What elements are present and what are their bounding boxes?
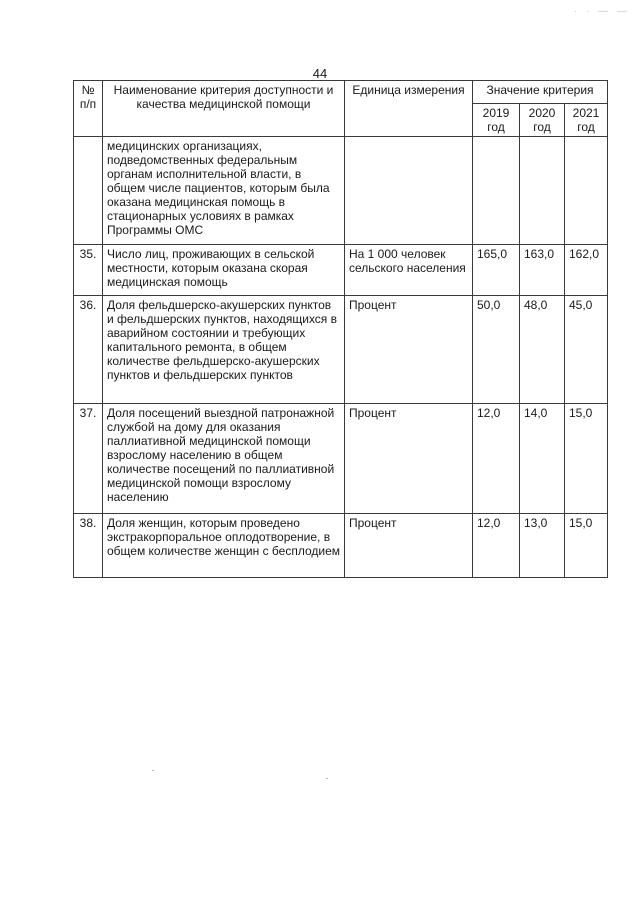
row-value-2020 [520,137,565,245]
row-number: 35. [74,245,103,296]
row-value-2019: 50,0 [473,296,520,404]
page-number: 44 [312,66,328,81]
header-criterion-value: Значение критерия [473,81,608,104]
row-value-2021: 162,0 [565,245,608,296]
row-unit: Процент [345,404,473,514]
header-unit: Единица измерения [345,81,473,137]
scan-speck [152,770,154,771]
header-number: № п/п [74,81,103,137]
row-number: 36. [74,296,103,404]
scan-corner-marks: · · — — [574,6,630,17]
row-value-2019 [473,137,520,245]
row-criterion-name: медицинских организациях, подведомственных федеральным органам исполнительной власти, в общем числе пациентов, которым была оказана медицинская помощь в стационарных условиях в рамках Программы ОМС [103,137,345,245]
table-row [74,245,608,296]
table-row [74,137,608,245]
row-criterion-name: Доля фельдшерско-акушерских пунктов и фельдшерских пунктов, находящихся в аварийном состоянии и требующих капитального ремонта, в общем количестве фельдшерско-акушерских пунктов и фельдшерских пунктов [103,296,345,404]
row-value-2020: 163,0 [520,245,565,296]
row-criterion-name: Доля женщин, которым проведено экстракорпоральное оплодотворение, в общем количестве женщин с бесплодием [103,514,345,578]
row-value-2021: 15,0 [565,404,608,514]
row-value-2020: 13,0 [520,514,565,578]
row-value-2021: 45,0 [565,296,608,404]
header-year-2021: 2021 год [565,104,608,137]
header-year-2019: 2019 год [473,104,520,137]
row-unit: Процент [345,296,473,404]
row-value-2019: 165,0 [473,245,520,296]
table-row [74,514,608,578]
row-value-2021 [565,137,608,245]
row-value-2020: 48,0 [520,296,565,404]
table-header [74,81,608,137]
row-value-2019: 12,0 [473,514,520,578]
criteria-table [73,80,608,578]
row-value-2019: 12,0 [473,404,520,514]
row-number: 37. [74,404,103,514]
table-row [74,296,608,404]
row-unit [345,137,473,245]
row-number: 38. [74,514,103,578]
header-year-2020: 2020 год [520,104,565,137]
row-value-2020: 14,0 [520,404,565,514]
scan-speck [326,778,328,779]
row-unit: На 1 000 человек сельского населения [345,245,473,296]
row-criterion-name: Доля посещений выездной патронажной службой на дому для оказания паллиативной медицинской помощи взрослому населению в общем количестве посещений по паллиативной медицинской помощи взрослому населению [103,404,345,514]
row-unit: Процент [345,514,473,578]
row-criterion-name: Число лиц, проживающих в сельской местности, которым оказана скорая медицинская помощь [103,245,345,296]
row-number [74,137,103,245]
table-row [74,404,608,514]
row-value-2021: 15,0 [565,514,608,578]
header-criterion-name: Наименование критерия доступности и качества медицинской помощи [103,81,345,137]
